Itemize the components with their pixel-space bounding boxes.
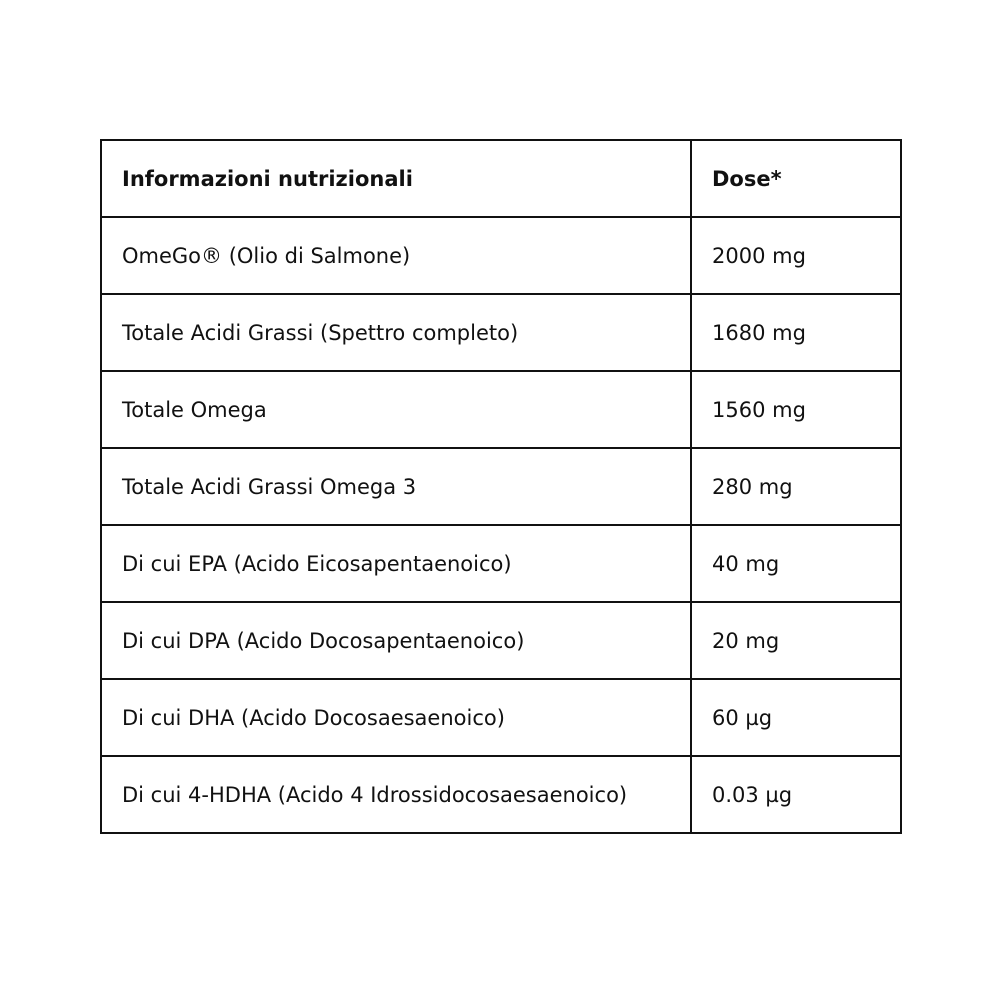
row-dose: 60 µg: [691, 679, 901, 756]
table-row: [101, 371, 901, 448]
table-row: [101, 448, 901, 525]
row-name: Di cui EPA (Acido Eicosapentaenoico): [101, 525, 691, 602]
row-dose: 0.03 µg: [691, 756, 901, 833]
table-row: [101, 217, 901, 294]
header-nutrition-info: Informazioni nutrizionali: [101, 140, 691, 217]
table-row: [101, 602, 901, 679]
row-dose: 20 mg: [691, 602, 901, 679]
table-header-row: [101, 140, 901, 217]
row-name: OmeGo® (Olio di Salmone): [101, 217, 691, 294]
nutrition-table: [100, 139, 902, 834]
table-row: [101, 294, 901, 371]
row-name: Di cui 4-HDHA (Acido 4 Idrossidocosaesaenoico): [101, 756, 691, 833]
row-dose: 2000 mg: [691, 217, 901, 294]
row-name: Totale Omega: [101, 371, 691, 448]
row-dose: 1680 mg: [691, 294, 901, 371]
table-row: [101, 756, 901, 833]
row-name: Di cui DHA (Acido Docosaesaenoico): [101, 679, 691, 756]
table-row: [101, 525, 901, 602]
row-dose: 1560 mg: [691, 371, 901, 448]
table-row: [101, 679, 901, 756]
header-dose: Dose*: [691, 140, 901, 217]
row-dose: 40 mg: [691, 525, 901, 602]
row-name: Totale Acidi Grassi Omega 3: [101, 448, 691, 525]
row-name: Di cui DPA (Acido Docosapentaenoico): [101, 602, 691, 679]
row-dose: 280 mg: [691, 448, 901, 525]
row-name: Totale Acidi Grassi (Spettro completo): [101, 294, 691, 371]
